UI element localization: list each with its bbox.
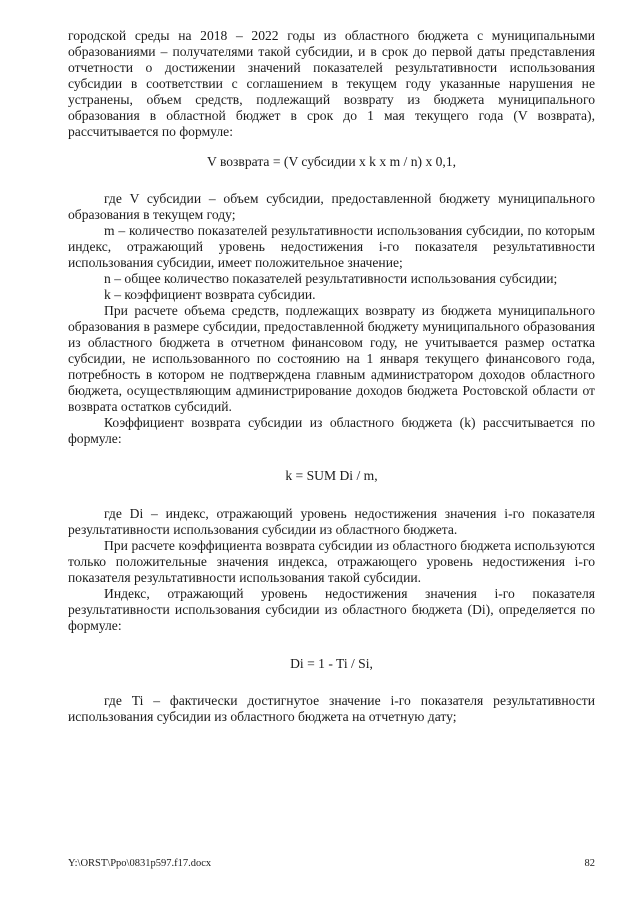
paragraph-calculation-note: При расчете объема средств, подлежащих возврату из бюджета муниципального образования в размере субсидии, предоставленной бюджету муниципального образования из областного бюджета в отчетном финансовом году, не учитывается размер остатка субсидии, не использованного по состоянию на 1 января текущего финансового года, потребность в котором не подтверждена главным администратором доходов областного бюджета, осуществляющим администрирование доходов бюджета Ростовской области от возврата остатков субсидий.	[68, 303, 595, 414]
paragraph-positive-values: При расчете коэффициента возврата субсидии из областного бюджета используются только положительные значения индекса, отражающего уровень недостижения i-го показателя результативности использования такой субсидии.	[68, 538, 595, 585]
paragraph-di-intro: Индекс, отражающий уровень недостижения значения i-го показателя результативности использования субсидии из областного бюджета (Di), определяется по формуле:	[68, 586, 595, 633]
formula-k: k = SUM Di / m,	[285, 468, 378, 483]
paragraph-m-def: m – количество показателей результативности использования субсидии, по которым индекс, отражающий уровень недостижения i-го показателя результативности использования субсидии, имеет положительное значение;	[68, 223, 595, 270]
paragraph-di-def: где Di – индекс, отражающий уровень недостижения значения i-го показателя результативности использования субсидии из областного бюджета.	[68, 506, 595, 537]
page-number: 82	[584, 858, 595, 869]
paragraph-v-subsidy-def: где V субсидии – объем субсидии, предоставленной бюджету муниципального образования в текущем году;	[68, 191, 595, 222]
paragraph-ti-def: где Ti – фактически достигнутое значение i-го показателя результативности использования субсидии из областного бюджета на отчетную дату;	[68, 693, 595, 724]
paragraph-k-intro: Коэффициент возврата субсидии из областного бюджета (k) рассчитывается по формуле:	[68, 415, 595, 446]
file-path: Y:\ORST\Ppo\0831p597.f17.docx	[68, 858, 212, 869]
paragraph-intro: городской среды на 2018 – 2022 годы из областного бюджета с муниципальными образованиями – получателями такой субсидии, и в срок до первой даты представления отчетности о достижении значений показателей результативности использования субсидии в соответствии с соглашением в текущем году указанные нарушения не устранены, объем средств, подлежащий возврату из бюджета муниципального образования в областной бюджет в срок до 1 мая текущего года (V возврата), рассчитывается по формуле:	[68, 28, 595, 139]
paragraph-k-def: k – коэффициент возврата субсидии.	[104, 287, 316, 302]
paragraph-n-def: n – общее количество показателей результативности использования субсидии;	[104, 271, 558, 286]
document-page	[68, 28, 595, 725]
formula-v-return: V возврата = (V субсидии x k x m / n) x 0,1,	[206, 154, 457, 169]
formula-di: Di = 1 - Ti / Si,	[290, 656, 373, 671]
